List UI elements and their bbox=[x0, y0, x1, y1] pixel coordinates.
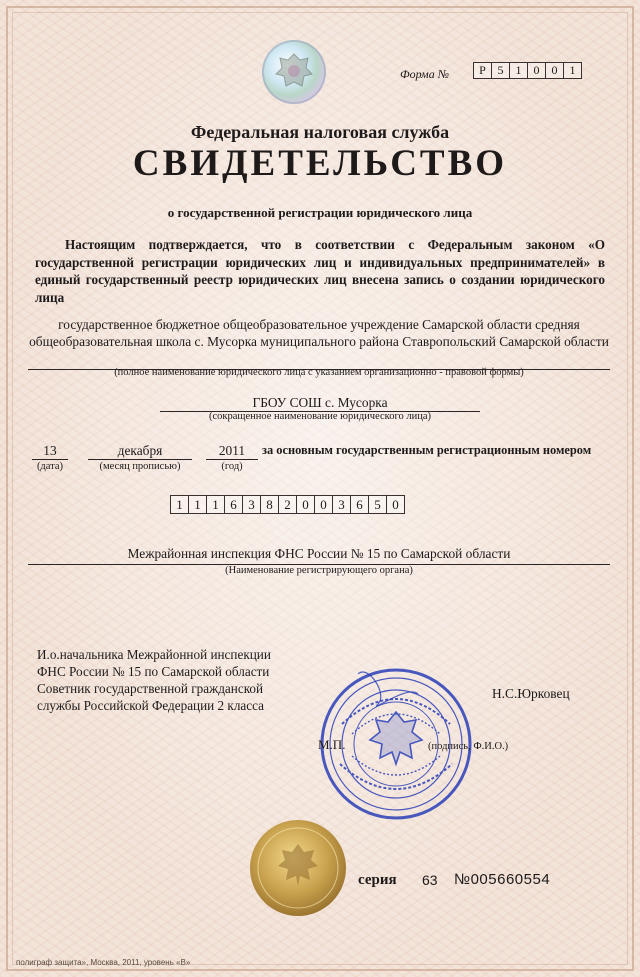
ogrn-cell: 1 bbox=[170, 495, 189, 514]
document-subtitle: о государственной регистрации юридического лица bbox=[167, 205, 473, 220]
short-name-caption: (сокращенное наименование юридического лица) bbox=[208, 411, 432, 422]
year-underline bbox=[206, 459, 258, 460]
position-line: ФНС России № 15 по Самарской области bbox=[37, 664, 270, 679]
registrar-caption: (Наименование регистрирующего органа) bbox=[225, 565, 413, 576]
ogrn-cell: 1 bbox=[188, 495, 207, 514]
form-cell: 0 bbox=[545, 62, 564, 79]
ogrn-cell: 2 bbox=[278, 495, 297, 514]
position-line: службы Российской Федерации 2 класса bbox=[37, 698, 264, 713]
entity-full-name: государственное бюджетное общеобразовательное учреждение Самарской области средняя общеобразовательная школа с. Мусорка муниципального района Ставропольский Самарской области bbox=[29, 317, 609, 349]
month-underline bbox=[88, 459, 192, 460]
document-title: СВИДЕТЕЛЬСТВО bbox=[132, 143, 508, 184]
hologram-emblem-icon bbox=[262, 40, 326, 104]
certificate-number: №005660554 bbox=[454, 871, 551, 888]
entity-short-name: ГБОУ СОШ с. Мусорка bbox=[252, 395, 388, 410]
day-caption: (дата) bbox=[36, 461, 64, 472]
form-number-cells bbox=[474, 62, 582, 79]
ogrn-cell: 0 bbox=[314, 495, 333, 514]
signature-caption: (подпись, Ф.И.О.) bbox=[428, 741, 509, 752]
signer-position bbox=[37, 646, 271, 714]
ogrn-cell: 3 bbox=[332, 495, 351, 514]
form-cell: 0 bbox=[527, 62, 546, 79]
gold-seal-icon bbox=[248, 818, 348, 918]
position-line: Советник государственной гражданской bbox=[37, 681, 264, 696]
registrar-name: Межрайонная инспекция ФНС России № 15 по Самарской области bbox=[127, 546, 511, 561]
registration-number-text: за основным государственным регистрационным номером bbox=[262, 443, 592, 457]
form-cell: 5 bbox=[491, 62, 510, 79]
ogrn-cell: 0 bbox=[296, 495, 315, 514]
full-name-caption: (полное наименование юридического лица с указанием организационно - правовой формы) bbox=[114, 367, 524, 378]
statement-paragraph: Настоящим подтверждается, что в соответствии с Федеральным законом «О государственной регистрации юридических лиц и индивидуальных предпринимателей» в единый государственный реестр юридических лиц внесена запись о создании юридического лица bbox=[35, 237, 605, 305]
form-cell: 1 bbox=[563, 62, 582, 79]
year-caption: (год) bbox=[221, 461, 243, 472]
series-code: 63 bbox=[422, 872, 438, 888]
ogrn-cell: 6 bbox=[350, 495, 369, 514]
day-underline bbox=[32, 459, 68, 460]
form-cell: Р bbox=[473, 62, 492, 79]
ogrn-cell: 3 bbox=[242, 495, 261, 514]
authority-heading: Федеральная налоговая служба bbox=[190, 122, 450, 142]
reg-year: 2011 bbox=[218, 443, 246, 458]
ogrn-cell: 0 bbox=[386, 495, 405, 514]
reg-day: 13 bbox=[43, 443, 57, 458]
ogrn-cell: 5 bbox=[368, 495, 387, 514]
signer-name: Н.С.Юрковец bbox=[492, 686, 570, 701]
ogrn-cells bbox=[171, 495, 405, 514]
ogrn-cell: 8 bbox=[260, 495, 279, 514]
form-number-label: Форма № bbox=[400, 67, 450, 81]
form-cell: 1 bbox=[509, 62, 528, 79]
series-label: серия bbox=[358, 872, 397, 888]
month-caption: (месяц прописью) bbox=[99, 461, 181, 472]
mp-label: М.П. bbox=[318, 737, 346, 752]
ogrn-cell: 1 bbox=[206, 495, 225, 514]
reg-month: декабря bbox=[117, 443, 163, 458]
printer-footer: полиграф защита», Москва, 2011, уровень «В» bbox=[16, 958, 191, 967]
position-line: И.о.начальника Межрайонной инспекции bbox=[37, 647, 271, 662]
ogrn-cell: 6 bbox=[224, 495, 243, 514]
